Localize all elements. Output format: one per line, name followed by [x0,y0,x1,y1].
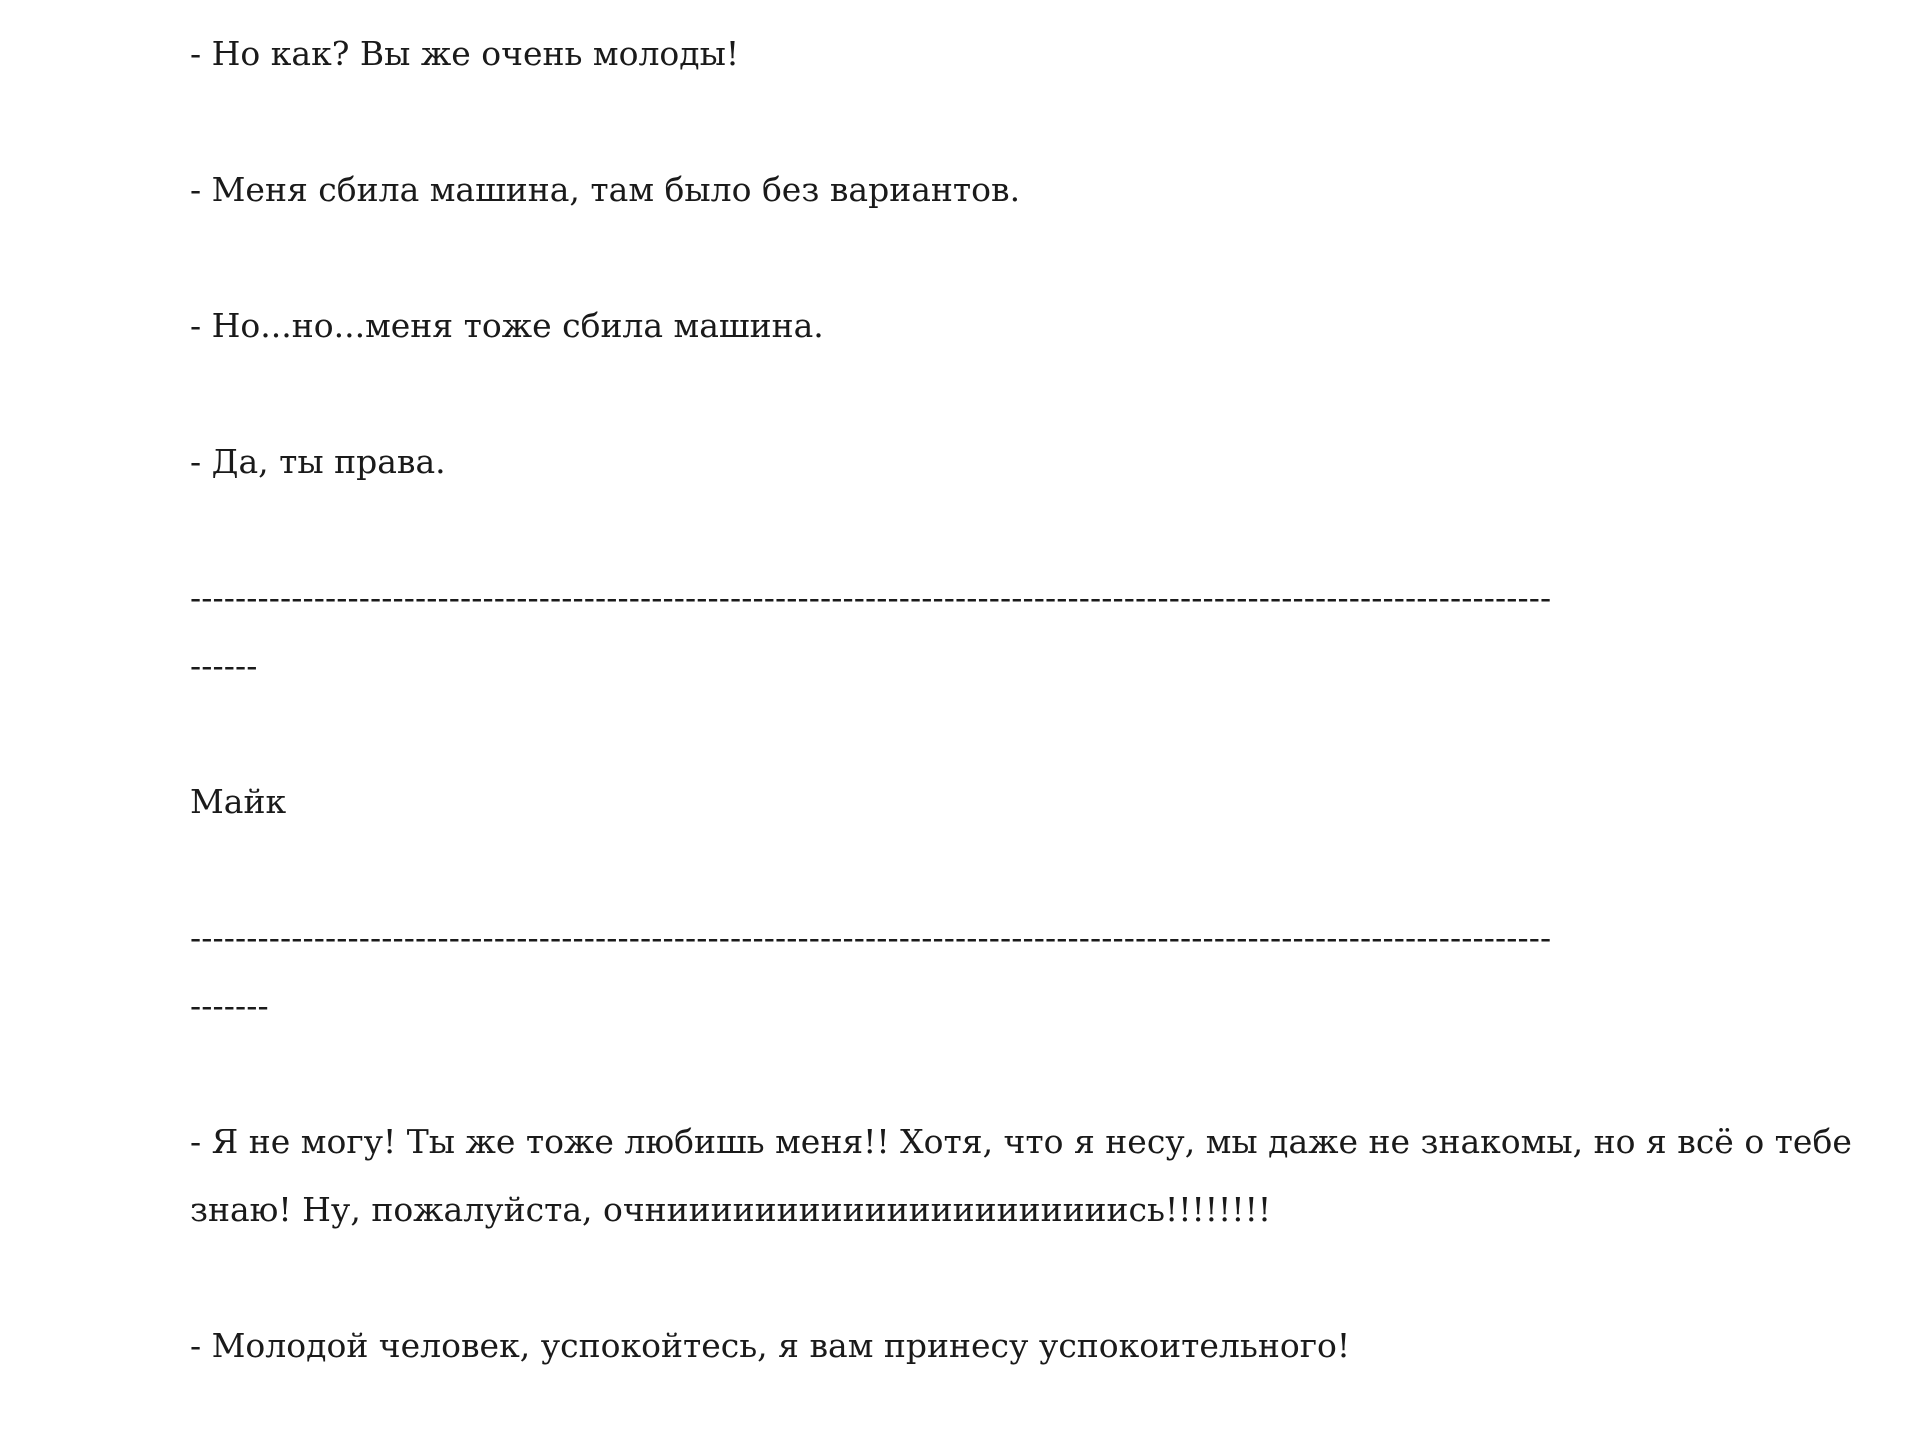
heading-name: Майк [190,782,287,821]
separator-line: ------- [190,986,269,1025]
paragraph-line: знаю! Ну, пожалуйста, очнииииииииииииииииииииись!!!!!!!! [190,1190,1272,1229]
separator-line: ------ [190,646,258,685]
paragraph-line: - Но как? Вы же очень молоды! [190,34,740,73]
paragraph-line: - Но...но...меня тоже сбила машина. [190,306,824,345]
separator-line: ------------------------------------------------------------------------------------------------------------------------- [190,918,1552,957]
separator-line: ------------------------------------------------------------------------------------------------------------------------- [190,578,1552,617]
paragraph-line: - Молодой человек, успокойтесь, я вам принесу успокоительного! [190,1326,1351,1365]
paragraph-line: - Да, ты права. [190,442,446,481]
paragraph-line: - Меня сбила машина, там было без вариантов. [190,170,1021,209]
paragraph-line: - Я не могу! Ты же тоже любишь меня!! Хотя, что я несу, мы даже не знакомы, но я всё о тебе [190,1122,1852,1161]
document-page [190,0,1852,1440]
